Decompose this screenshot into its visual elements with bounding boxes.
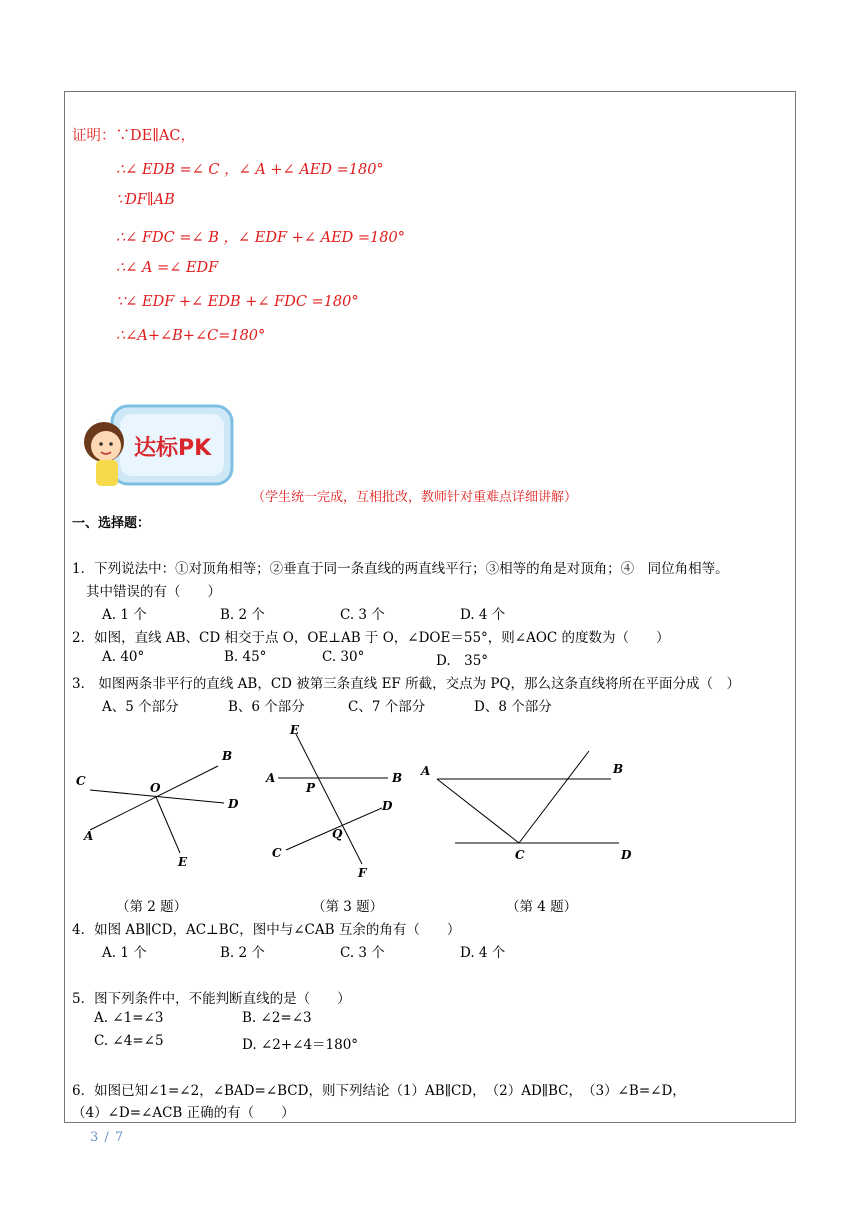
fig4-label-d: D <box>621 848 632 862</box>
q5-option-a: A. ∠1=∠3 <box>94 1010 164 1026</box>
fig2-label-a: A <box>84 829 94 843</box>
q2-option-c: C. 30° <box>322 649 365 665</box>
fig4-line-bc <box>519 751 589 843</box>
fig3-label-a: A <box>266 771 276 785</box>
fig4-label-b: B <box>613 762 624 776</box>
section-title: 一、选择题： <box>72 516 151 531</box>
q3-option-d: D、8 个部分 <box>474 699 552 715</box>
figure-4 <box>415 745 645 870</box>
fig3-label-e: E <box>290 723 300 737</box>
q1-option-c: C. 3 个 <box>340 607 385 623</box>
page-number: 3 / 7 <box>90 1130 125 1145</box>
instruction-text: （学生统一完成，互相批改，教师针对重难点详细讲解） <box>252 490 578 505</box>
fig2-label-c: C <box>76 774 86 788</box>
fig3-line-ef <box>296 734 362 864</box>
question-4-text: 4．如图 AB∥CD，AC⊥BC，图中与∠CAB 互余的角有（ ） <box>72 922 461 938</box>
fig2-line-ab <box>90 766 218 830</box>
q4-option-c: C. 3 个 <box>340 945 385 961</box>
q1-option-b: B. 2 个 <box>220 607 265 623</box>
q4-option-b: B. 2 个 <box>220 945 265 961</box>
q4-option-d: D. 4 个 <box>460 945 506 961</box>
fig4-label-a: A <box>421 764 431 778</box>
fig2-label-d: D <box>228 797 239 811</box>
badge-illustration <box>72 400 242 500</box>
q1-option-a: A. 1 个 <box>102 607 147 623</box>
fig3-label-c: C <box>272 846 282 860</box>
question-1-text-cont: 其中错误的有（ ） <box>86 584 221 600</box>
fig4-line-ac <box>437 779 519 843</box>
question-5-text: 5．图下列条件中，不能判断直线的是（ ） <box>72 991 351 1007</box>
q4-option-a: A. 1 个 <box>102 945 147 961</box>
fig4-caption: （第 4 题） <box>506 899 578 915</box>
figure-3 <box>262 720 412 880</box>
fig2-label-o: O <box>150 781 161 795</box>
fig4-label-c: C <box>515 848 525 862</box>
figure-2 <box>72 745 242 870</box>
q2-option-d: D. 35° <box>436 653 489 669</box>
question-6-text: 6．如图已知∠1=∠2，∠BAD=∠BCD，则下列结论（1）AB∥CD， （2）AD∥BC， （3）∠B=∠D， <box>72 1083 686 1099</box>
question-2-text: 2．如图，直线 AB、CD 相交于点 O，OE⊥AB 于 O，∠DOE＝55°，则∠AOC 的度数为（ ） <box>72 630 670 646</box>
girl-dress <box>96 460 118 486</box>
proof-line-2: ∴∠ EDB =∠ C ，∠ A +∠ AED =180° <box>116 162 384 178</box>
fig3-label-q: Q <box>332 827 343 841</box>
fig3-label-d: D <box>382 799 393 813</box>
fig3-label-p: P <box>306 781 316 795</box>
fig3-caption: （第 3 题） <box>312 899 384 915</box>
q5-option-d: D. ∠2+∠4＝180° <box>242 1037 359 1053</box>
proof-line-1: 证明：∵DE∥AC， <box>72 128 195 144</box>
proof-line-4: ∴∠ FDC =∠ B ，∠ EDF +∠ AED =180° <box>116 230 405 246</box>
proof-line-3: ∵DF∥AB <box>116 192 175 208</box>
fig2-caption: （第 2 题） <box>116 899 188 915</box>
q5-option-c: C. ∠4=∠5 <box>94 1033 164 1049</box>
q5-option-b: B. ∠2=∠3 <box>242 1010 312 1026</box>
q2-option-b: B. 45° <box>224 649 267 665</box>
fig2-label-b: B <box>222 749 233 763</box>
q3-option-b: B、6 个部分 <box>228 699 305 715</box>
fig3-label-f: F <box>358 866 367 880</box>
q2-option-a: A. 40° <box>102 649 145 665</box>
question-3-text: 3． 如图两条非平行的直线 AB，CD 被第三条直线 EF 所截，交点为 PQ，那么这条直线将所在平面分成（ ） <box>72 676 741 692</box>
question-1-text: 1．下列说法中：①对顶角相等；②垂直于同一条直线的两直线平行；③相等的角是对顶角；④ 同位角相等。 <box>72 561 729 577</box>
proof-line-7: ∴∠A+∠B+∠C=180° <box>116 328 266 344</box>
fig2-label-e: E <box>178 855 188 869</box>
fig2-line-oe <box>156 797 180 853</box>
q3-option-a: A、5 个部分 <box>102 699 179 715</box>
question-6-text-cont: （4）∠D=∠ACB 正确的有（ ） <box>72 1105 295 1121</box>
girl-face <box>91 431 121 461</box>
proof-line-6: ∵∠ EDF +∠ EDB +∠ FDC =180° <box>116 294 359 310</box>
q3-option-c: C、7 个部分 <box>348 699 426 715</box>
fig3-label-b: B <box>392 771 403 785</box>
badge-title: 达标PK <box>134 436 212 461</box>
proof-line-5: ∴∠ A =∠ EDF <box>116 260 219 276</box>
q1-option-d: D. 4 个 <box>460 607 506 623</box>
